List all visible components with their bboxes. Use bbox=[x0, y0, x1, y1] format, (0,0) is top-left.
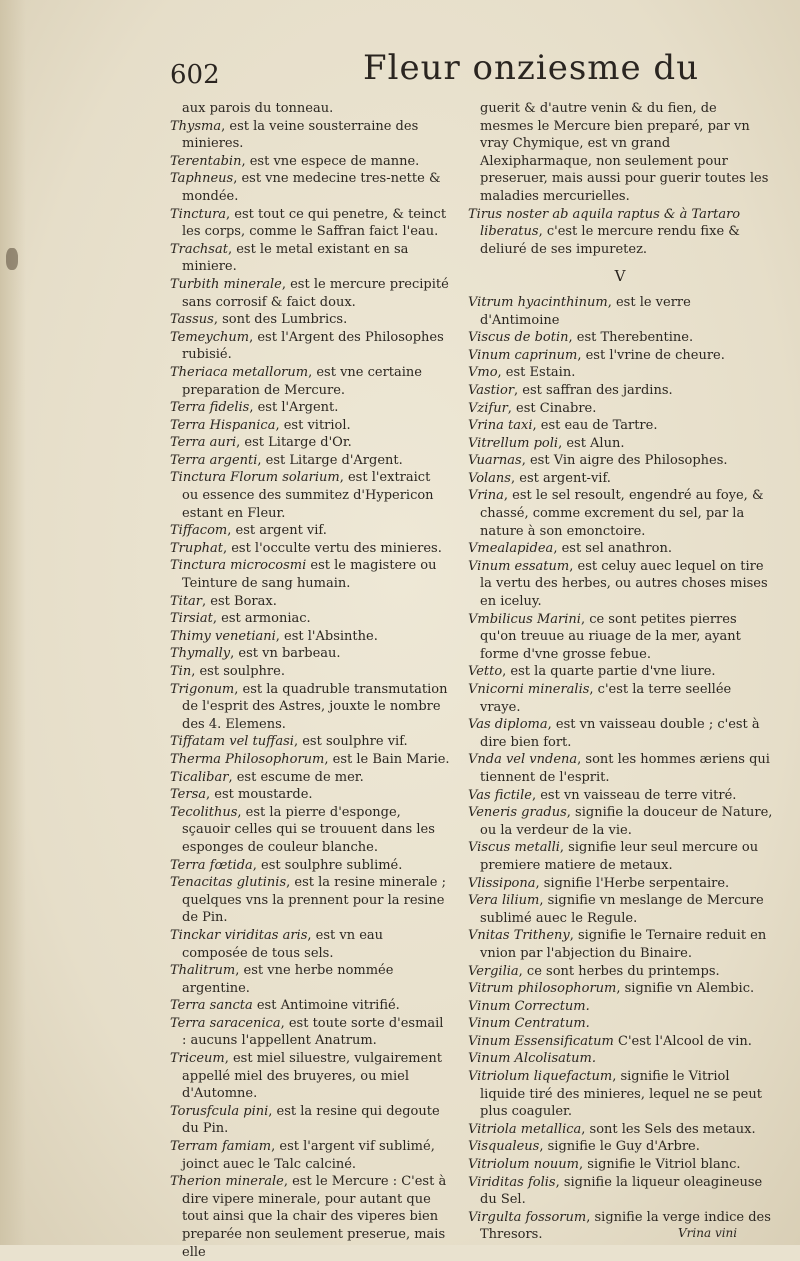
glossary-entry bbox=[468, 417, 774, 435]
glossary-entry bbox=[468, 892, 774, 927]
glossary-entry bbox=[170, 786, 450, 804]
entry-term: Tenacitas glutinis bbox=[170, 875, 287, 891]
entry-definition: , signifie la verge indice des Thresors. bbox=[480, 1209, 771, 1243]
glossary-entry bbox=[468, 435, 774, 453]
entry-definition: , est vn barbeau. bbox=[230, 646, 341, 662]
entry-term: Vas diploma bbox=[468, 717, 548, 733]
entry-definition: , est vne herbe nommée argentine. bbox=[182, 963, 394, 996]
entry-definition: , est l'Argent des Philosophes rubisié. bbox=[182, 329, 444, 363]
entry-definition: , est la quarte partie d'vne liure. bbox=[502, 664, 716, 680]
entry-term: Vinum essatum bbox=[468, 558, 570, 574]
glossary-entry bbox=[170, 1138, 450, 1173]
entry-term: Tiffacom bbox=[170, 523, 228, 539]
entry-term: Terra sancta bbox=[170, 998, 253, 1014]
entry-definition: , est le mercure precipité sans corrosif & faict doux. bbox=[182, 276, 449, 310]
entry-term: Vuarnas bbox=[468, 453, 522, 469]
running-head: Fleur onziesme du bbox=[363, 48, 700, 88]
entry-term: Tinctura bbox=[170, 206, 227, 222]
entry-term: Vitrum hyacinthinum bbox=[468, 294, 608, 310]
entry-definition: , est le Bain Marie. bbox=[324, 751, 450, 767]
right-column bbox=[468, 100, 774, 1244]
entry-definition: , est vne medecine tres-nette & mondée. bbox=[182, 171, 441, 204]
glossary-entry bbox=[468, 540, 774, 558]
entry-definition: , est la resine qui degoute du Pin. bbox=[182, 1103, 440, 1137]
glossary-entry bbox=[170, 1050, 450, 1103]
entry-term: Veneris gradus bbox=[468, 805, 567, 821]
entry-definition: , est vne certaine preparation de Mercure. bbox=[182, 364, 422, 398]
entry-term: Tinctura Florum solarium bbox=[170, 470, 340, 486]
entry-term: Vera lilium bbox=[468, 893, 540, 909]
entry-term: Volans bbox=[468, 470, 511, 486]
right-column-continuation bbox=[468, 100, 774, 258]
entry-term: Tinckar viriditas aris bbox=[170, 927, 308, 943]
entry-definition: , est moustarde. bbox=[206, 787, 313, 803]
glossary-entry bbox=[170, 997, 450, 1015]
glossary-entry bbox=[170, 100, 450, 118]
entry-definition: , sont les hommes æriens qui tiennent de l'esprit. bbox=[480, 752, 770, 785]
entry-term: Thimy venetiani bbox=[170, 628, 276, 644]
entry-term: Vinum Correctum. bbox=[468, 998, 590, 1014]
glossary-entry bbox=[468, 100, 774, 206]
entry-term: Therma Philosophorum bbox=[170, 751, 325, 767]
entry-term: Viscus metalli bbox=[468, 840, 560, 856]
entry-term: Vinum Centratum. bbox=[468, 1016, 590, 1032]
entry-definition: , est eau de Tartre. bbox=[532, 418, 658, 434]
glossary-entry bbox=[468, 963, 774, 981]
entry-definition: , est le sel resoult, engendré au foye, & chassé, comme excrement du sel, par la nature à son emonctoire. bbox=[480, 488, 764, 539]
entry-term: Vitriola metallica bbox=[468, 1121, 582, 1137]
entry-term: Vinum caprinum bbox=[468, 347, 578, 363]
left-column bbox=[170, 100, 450, 1261]
entry-definition: , est l'vrine de cheure. bbox=[577, 347, 725, 363]
entry-term: Vmo bbox=[468, 365, 498, 381]
glossary-entry bbox=[170, 962, 450, 997]
entry-definition: , est l'argent vif sublimé, joinct auec le Talc calciné. bbox=[182, 1139, 435, 1172]
entry-term: Ticalibar bbox=[170, 769, 229, 785]
glossary-entry bbox=[468, 980, 774, 998]
entry-definition: , est escume de mer. bbox=[228, 769, 364, 785]
glossary-entry bbox=[468, 927, 774, 962]
glossary-entry bbox=[468, 452, 774, 470]
entry-definition: , sont des Lumbrics. bbox=[213, 312, 348, 328]
entry-definition: , sont les Sels des metaux. bbox=[581, 1121, 756, 1137]
entry-definition: , signifie leur seul mercure ou premiere matiere de metaux. bbox=[480, 840, 759, 873]
glossary-entry bbox=[170, 206, 450, 241]
entry-term: Tirus noster ab aquila raptus & à Tartaro liberatus bbox=[468, 206, 741, 240]
entry-term: Vitrum philosophorum bbox=[468, 981, 617, 997]
entry-term: Visqualeus bbox=[468, 1139, 540, 1155]
entry-definition: , est miel siluestre, vulgairement appellé miel des bruyeres, ou miel d'Automne. bbox=[182, 1051, 442, 1102]
entry-definition: , est Estain. bbox=[497, 365, 576, 381]
entry-term: Vlissipona bbox=[468, 875, 536, 891]
entry-definition: , est le verre d'Antimoine bbox=[480, 294, 691, 328]
entry-term: Vrina taxi bbox=[468, 418, 533, 434]
glossary-entry bbox=[468, 804, 774, 839]
glossary-entry bbox=[468, 487, 774, 540]
entry-term: Terra saracenica bbox=[170, 1015, 281, 1031]
entry-definition: , est Borax. bbox=[202, 593, 277, 609]
entry-definition: , est Alun. bbox=[558, 435, 625, 451]
entry-term: Terra fidelis bbox=[170, 400, 250, 416]
glossary-entry bbox=[170, 540, 450, 558]
entry-term: Vnitas Tritheny bbox=[468, 928, 570, 944]
glossary-entry bbox=[468, 787, 774, 805]
entry-definition: , est Therebentine. bbox=[568, 330, 694, 346]
entry-definition: , est tout ce qui penetre, & teinct les corps, comme le Saffran faict l'eau. bbox=[182, 206, 447, 240]
glossary-entry bbox=[170, 329, 450, 364]
entry-term: Truphat bbox=[170, 540, 223, 556]
glossary-entry bbox=[468, 751, 774, 786]
entry-definition: C'est l'Alcool de vin. bbox=[613, 1033, 752, 1049]
glossary-entry bbox=[170, 170, 450, 205]
glossary-entry bbox=[170, 663, 450, 681]
entry-term: Titar bbox=[170, 593, 203, 609]
entry-definition: , est vitriol. bbox=[275, 417, 351, 433]
glossary-entry bbox=[170, 610, 450, 628]
entry-definition: , est la veine sousterraine des minieres. bbox=[182, 118, 419, 152]
entry-definition: , est le Mercure : C'est à dire vipere minerale, pour autant que tout ainsi que la chair des viperes bien preparée non seulement preserue, mais elle bbox=[182, 1174, 447, 1260]
entry-term: Tecolithus bbox=[170, 804, 238, 820]
glossary-entry bbox=[468, 663, 774, 681]
entry-term: Vergilia bbox=[468, 963, 519, 979]
entry-term: Turbith minerale bbox=[170, 276, 282, 292]
glossary-entry bbox=[170, 469, 450, 522]
entry-definition: , est vn vaisseau double ; c'est à dire bien fort. bbox=[480, 717, 760, 750]
glossary-entry bbox=[468, 364, 774, 382]
entry-term: Tin bbox=[170, 664, 192, 679]
entry-definition: , est vn vaisseau de terre vitré. bbox=[531, 787, 737, 803]
entry-definition: , c'est le mercure rendu fixe & deliuré de ses impuretez. bbox=[480, 224, 740, 257]
entry-definition: , est argent vif. bbox=[227, 523, 327, 539]
entry-definition: , est vne espece de manne. bbox=[241, 153, 420, 169]
glossary-entry bbox=[170, 628, 450, 646]
glossary-entry bbox=[170, 769, 450, 787]
entry-term: Tersa bbox=[170, 787, 206, 803]
entry-term: Vmealapidea bbox=[468, 541, 554, 557]
glossary-entry bbox=[170, 557, 450, 592]
glossary-entry bbox=[170, 241, 450, 276]
glossary-entry bbox=[170, 276, 450, 311]
glossary-entry bbox=[170, 311, 450, 329]
glossary-entry bbox=[468, 875, 774, 893]
entry-definition: , c'est la terre seellée vraye. bbox=[480, 682, 732, 715]
page-number: 602 bbox=[170, 60, 220, 90]
entry-definition: , signifie vn meslange de Mercure sublimé auec le Regule. bbox=[480, 893, 764, 926]
entry-definition: , est Vin aigre des Philosophes. bbox=[521, 453, 728, 469]
glossary-entry bbox=[170, 804, 450, 857]
glossary-entry bbox=[170, 118, 450, 153]
entry-definition: , est saffran des jardins. bbox=[514, 382, 673, 398]
glossary-entry bbox=[468, 347, 774, 365]
glossary-entry bbox=[170, 751, 450, 769]
entry-definition: , signifie l'Herbe serpentaire. bbox=[535, 875, 730, 891]
entry-term: Tinctura microcosmi bbox=[170, 558, 307, 574]
entry-definition: , est vn eau composée de tous sels. bbox=[182, 927, 384, 961]
entry-definition: , signifie le Ternaire reduit en vnion par l'abjection du Binaire. bbox=[480, 928, 767, 961]
glossary-entry bbox=[468, 998, 774, 1016]
glossary-entry bbox=[170, 645, 450, 663]
entry-definition: , ce sont herbes du printemps. bbox=[518, 963, 720, 979]
entry-term: Virgulta fossorum bbox=[468, 1209, 587, 1225]
glossary-entry bbox=[170, 153, 450, 171]
entry-definition: , signifie vn Alembic. bbox=[616, 981, 755, 997]
entry-definition: , signifie le Guy d'Arbre. bbox=[539, 1139, 700, 1155]
entry-definition: , est la resine minerale ; quelques vns la prennent pour la resine de Pin. bbox=[182, 875, 446, 926]
glossary-entry bbox=[468, 1121, 774, 1139]
glossary-entry bbox=[170, 522, 450, 540]
glossary-entry bbox=[170, 874, 450, 927]
entry-term: Vastior bbox=[468, 382, 515, 398]
glossary-entry bbox=[468, 1068, 774, 1121]
entry-definition: , est le metal existant en sa miniere. bbox=[182, 241, 409, 275]
glossary-entry bbox=[170, 364, 450, 399]
entry-term: Torusfcula pini bbox=[170, 1103, 269, 1119]
glossary-entry bbox=[170, 927, 450, 962]
entry-definition: , est armoniac. bbox=[212, 611, 311, 627]
page-edge-shadow bbox=[0, 0, 26, 1245]
ink-stain bbox=[6, 248, 18, 270]
section-letter: V bbox=[614, 267, 628, 286]
entry-definition: , signifie le Vitriol liquide tiré des minieres, lequel ne se peut plus coaguler. bbox=[480, 1069, 762, 1120]
glossary-entry bbox=[468, 294, 774, 329]
entry-term: Therion minerale bbox=[170, 1174, 284, 1190]
entry-definition: , est celuy auec lequel on tire la vertu des herbes, ou autres choses mises en iceluy. bbox=[480, 558, 768, 610]
glossary-entry bbox=[468, 1174, 774, 1209]
glossary-entry bbox=[170, 399, 450, 417]
entry-definition: , est Litarge d'Argent. bbox=[257, 452, 403, 468]
entry-term: Temeychum bbox=[170, 329, 250, 345]
glossary-entry bbox=[468, 382, 774, 400]
entry-definition: guerit & d'autre venin & du fien, de mesmes le Mercure bien preparé, par vn vray Chymique, est vn grand Alexipharmaque, non seulement pour preseruer, mais aussi pour guerir toutes les maladies mercurielles. bbox=[480, 101, 769, 204]
glossary-entry bbox=[170, 417, 450, 435]
glossary-entry bbox=[468, 681, 774, 716]
entry-term: Tirsiat bbox=[170, 611, 213, 627]
glossary-entry bbox=[468, 329, 774, 347]
entry-definition: , est l'occulte vertu des minieres. bbox=[222, 540, 442, 556]
entry-definition: , est soulphre. bbox=[191, 664, 285, 679]
glossary-entry bbox=[170, 1015, 450, 1050]
entry-term: Viscus de botin bbox=[468, 330, 569, 346]
glossary-entry bbox=[170, 1103, 450, 1138]
entry-term: Trachsat bbox=[170, 241, 228, 257]
entry-definition: , signifie le Vitriol blanc. bbox=[579, 1157, 741, 1173]
entry-definition: , est soulphre vif. bbox=[293, 734, 408, 750]
glossary-entry bbox=[170, 593, 450, 611]
entry-term: Vitriolum liquefactum bbox=[468, 1069, 613, 1085]
glossary-entry bbox=[170, 681, 450, 734]
glossary-entry bbox=[170, 434, 450, 452]
entry-definition: , est toute sorte d'esmail : aucuns l'appellent Anatrum. bbox=[182, 1015, 444, 1049]
entry-definition: , signifie la liqueur oleagineuse du Sel. bbox=[480, 1174, 763, 1208]
glossary-entry bbox=[468, 1156, 774, 1174]
entry-term: Triceum bbox=[170, 1051, 225, 1067]
entry-term: Vitrellum poli bbox=[468, 435, 559, 451]
entry-definition: , est la quadruble transmutation de l'esprit des Astres, jouxte le nombre des 4. Elemens. bbox=[182, 681, 448, 732]
glossary-entry bbox=[468, 1050, 774, 1068]
entry-term: Thymally bbox=[170, 646, 231, 662]
glossary-entry bbox=[468, 611, 774, 664]
entry-term: Theriaca metallorum bbox=[170, 364, 309, 380]
glossary-entry bbox=[468, 1015, 774, 1033]
entry-term: Vitriolum nouum bbox=[468, 1157, 580, 1173]
entry-definition: , est l'Argent. bbox=[249, 400, 339, 416]
entry-term: Vmbilicus Marini bbox=[468, 611, 581, 627]
entry-definition: , signifie la douceur de Nature, ou la verdeur de la vie. bbox=[480, 805, 773, 838]
entry-definition: , est l'extraict ou essence des summitez d'Hypericon estant en Fleur. bbox=[182, 470, 434, 521]
entry-term: Vnda vel vndena bbox=[468, 752, 578, 768]
entry-definition: , est Cinabre. bbox=[507, 400, 597, 416]
entry-definition: , ce sont petites pierres qu'on treuue au riuage de la mer, ayant forme d'vne grosse febue. bbox=[480, 611, 741, 662]
entry-definition: , est sel anathron. bbox=[553, 541, 672, 557]
entry-term: Viriditas folis bbox=[468, 1174, 556, 1190]
glossary-entry bbox=[468, 716, 774, 751]
glossary-entry bbox=[468, 206, 774, 259]
glossary-entry bbox=[468, 1033, 774, 1051]
entry-term: Trigonum bbox=[170, 681, 235, 697]
entry-term: Thysma bbox=[170, 118, 222, 134]
entry-term: Terra argenti bbox=[170, 452, 258, 468]
entry-definition: est le magistere ou Teinture de sang humain. bbox=[182, 558, 437, 592]
entry-term: Vinum Essensificatum bbox=[468, 1033, 614, 1049]
entry-term: Terra fœtida bbox=[170, 857, 253, 873]
glossary-entry bbox=[468, 1138, 774, 1156]
entry-term: Vinum Alcolisatum. bbox=[468, 1051, 596, 1067]
entry-definition: , est argent-vif. bbox=[510, 470, 611, 486]
glossary-entry bbox=[170, 733, 450, 751]
right-column-entries bbox=[468, 294, 774, 1244]
entry-term: Vzifur bbox=[468, 400, 508, 416]
glossary-entry bbox=[468, 470, 774, 488]
entry-term: Terram famiam bbox=[170, 1139, 272, 1155]
glossary-entry bbox=[468, 839, 774, 874]
entry-term: Terra auri bbox=[170, 435, 237, 451]
glossary-entry bbox=[468, 558, 774, 611]
entry-term: Terra Hispanica bbox=[170, 417, 276, 433]
entry-term: Vas fictile bbox=[468, 787, 532, 803]
entry-definition: aux parois du tonneau. bbox=[182, 101, 334, 116]
glossary-entry bbox=[468, 400, 774, 418]
entry-term: Taphneus bbox=[170, 171, 234, 187]
glossary-entry bbox=[170, 1173, 450, 1261]
entry-term: Thalitrum bbox=[170, 963, 236, 979]
entry-definition: , est Litarge d'Or. bbox=[236, 435, 352, 451]
catchword: Vrina vini bbox=[678, 1226, 738, 1240]
entry-term: Vnicorni mineralis bbox=[468, 682, 590, 697]
entry-term: Terentabin bbox=[170, 153, 242, 169]
entry-term: Vetto bbox=[468, 664, 503, 680]
entry-definition: , est soulphre sublimé. bbox=[252, 857, 403, 873]
glossary-entry bbox=[170, 452, 450, 470]
entry-definition: , est la pierre d'esponge, sçauoir celles qui se trouuent dans les esponges de couleur blanche. bbox=[182, 804, 435, 855]
entry-term: Vrina bbox=[468, 488, 504, 504]
entry-definition: est Antimoine vitrifié. bbox=[252, 998, 400, 1014]
glossary-entry bbox=[170, 857, 450, 875]
entry-definition: , est l'Absinthe. bbox=[275, 628, 378, 644]
entry-term: Tassus bbox=[170, 312, 214, 328]
entry-term: Tiffatam vel tuffasi bbox=[170, 734, 294, 750]
